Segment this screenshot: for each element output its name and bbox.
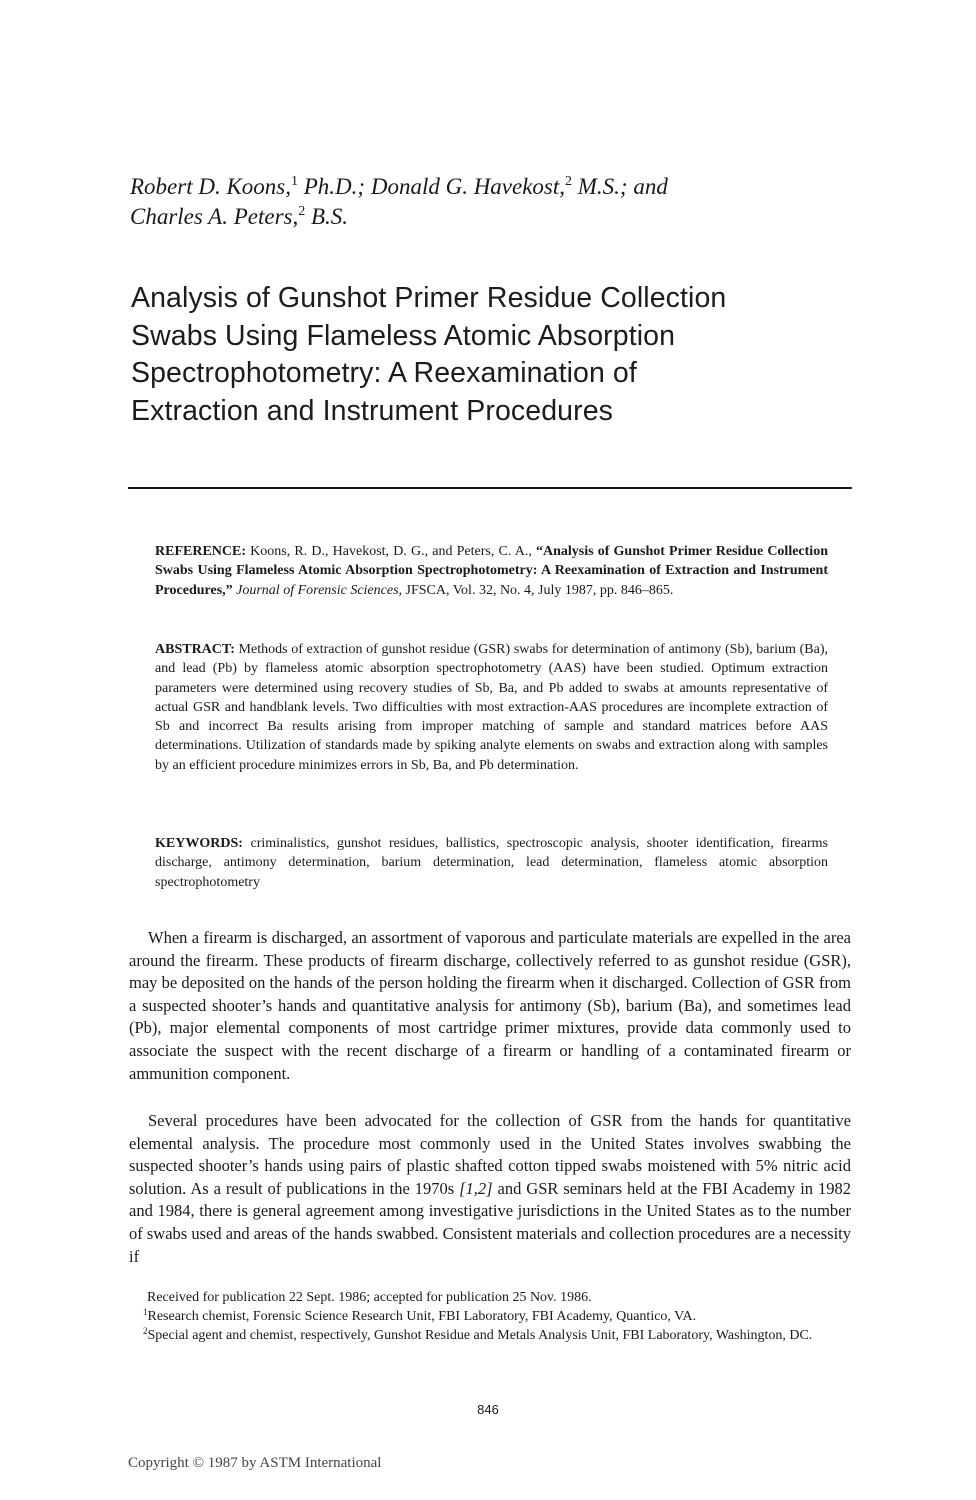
footnote-marker: 1 xyxy=(143,1307,148,1317)
keywords-label: KEYWORDS: xyxy=(155,836,243,851)
keywords-block xyxy=(155,834,828,892)
affiliation-marker: 1 xyxy=(291,174,298,189)
citation-reference: [1,2] xyxy=(459,1178,493,1198)
paragraph-text: and GSR seminars held at the FBI Academy in 1982 and 1984, there is general agreement among investigative jurisdictions in the United States as to the number of swabs used and areas of the hands swabbed. Consistent materials and collection procedures are a necessity if xyxy=(129,1178,851,1266)
body-paragraph xyxy=(129,1110,851,1268)
author-name: Robert D. Koons, xyxy=(130,174,291,199)
page-number: 846 xyxy=(477,1402,499,1417)
footnote-marker: 2 xyxy=(143,1326,148,1336)
author-name: Donald G. Havekost, xyxy=(370,174,566,199)
footnote-text: Special agent and chemist, respectively, Gunshot Residue and Metals Analysis Unit, FBI Laboratory, Washington, DC. xyxy=(147,1328,813,1343)
footnote xyxy=(130,1307,850,1326)
keywords-text: criminalistics, gunshot residues, ballistics, spectroscopic analysis, shooter identification, firearms discharge, antimony determination, barium determination, lead determination, flameless atomic absorption spectrophotometry xyxy=(155,836,828,890)
title-line: Spectrophotometry: A Reexamination of xyxy=(131,357,637,389)
affiliation-marker: 2 xyxy=(298,204,306,219)
reference-article-title: “Analysis of Gunshot Primer Residue Collection Swabs Using Flameless Atomic Absorption Spectrophotometry: A Reexamination of Extraction and Instrument Procedures,” xyxy=(155,544,828,598)
footnote xyxy=(130,1326,850,1345)
author-list xyxy=(130,172,850,232)
body-paragraph: When a firearm is discharged, an assortment of vaporous and particulate materials are expelled in the area around the firearm. These products of firearm discharge, collectively referred to as gunshot residue (GSR), may be deposited on the hands of the person holding the firearm when it discharged. Collection of GSR from a suspected shooter’s hands and quantitative analysis for antimony (Sb), barium (Ba), and sometimes lead (Pb), major elemental components of most cartridge primer mixtures, provide data commonly used to associate the suspect with the recent discharge of a firearm or handling of a contaminated firearm or ammunition component. xyxy=(129,928,851,1083)
author-degree: Ph.D.; xyxy=(298,174,371,199)
reference-citation: JFSCA, Vol. 32, No. 4, July 1987, pp. 846–865. xyxy=(402,582,674,598)
abstract-text: Methods of extraction of gunshot residue (GSR) swabs for determination of antimony (Sb), barium (Ba), and lead (Pb) by flameless atomic absorption spectrophotometry (AAS) have been studied. Optimum extraction parameters were determined using recovery studies of Sb, Ba, and Pb added to swabs at amounts representative of actual GSR and handblank levels. Two difficulties with most extraction-AAS procedures are incomplete extraction of Sb and incorrect Ba results arising from improper matching of sample and standard matrices before AAS determinations. Utilization of standards made by spiking analyte elements on swabs and extraction along with samples by an efficient procedure minimizes errors in Sb, Ba, and Pb determination. xyxy=(155,642,828,773)
copyright-notice: Copyright © 1987 by ASTM International xyxy=(128,1455,382,1471)
reference-label: REFERENCE: xyxy=(155,544,247,559)
reference-block xyxy=(155,542,828,600)
paragraph-text: Several procedures have been advocated for the collection of GSR from the hands for quantitative elemental analysis. The procedure most commonly used in the United States involves swabbing the suspected shooter’s hands using pairs of plastic shafted cotton tipped swabs moistened with 5% nitric acid solution. As a result of publications in the 1970s xyxy=(129,1111,851,1198)
author-degree: M.S.; and xyxy=(572,174,668,199)
author-degree: B.S. xyxy=(305,204,349,229)
abstract-block xyxy=(155,640,828,775)
reference-journal: Journal of Forensic Sciences, xyxy=(232,582,403,598)
author-name: Charles A. Peters, xyxy=(130,204,299,229)
affiliation-marker: 2 xyxy=(565,174,573,189)
title-line: Extraction and Instrument Procedures xyxy=(131,394,614,427)
abstract-label: ABSTRACT: xyxy=(155,642,235,657)
received-note: Received for publication 22 Sept. 1986; accepted for publication 25 Nov. 1986. xyxy=(147,1290,592,1305)
paper-title xyxy=(131,280,871,430)
title-line: Analysis of Gunshot Primer Residue Collection xyxy=(131,282,727,314)
title-line: Swabs Using Flameless Atomic Absorption xyxy=(131,319,676,352)
reference-authors: Koons, R. D., Havekost, D. G., and Peters, C. A., xyxy=(246,544,536,559)
footnote-text: Research chemist, Forensic Science Research Unit, FBI Laboratory, FBI Academy, Quantico, VA. xyxy=(147,1309,697,1324)
title-divider xyxy=(128,487,852,489)
